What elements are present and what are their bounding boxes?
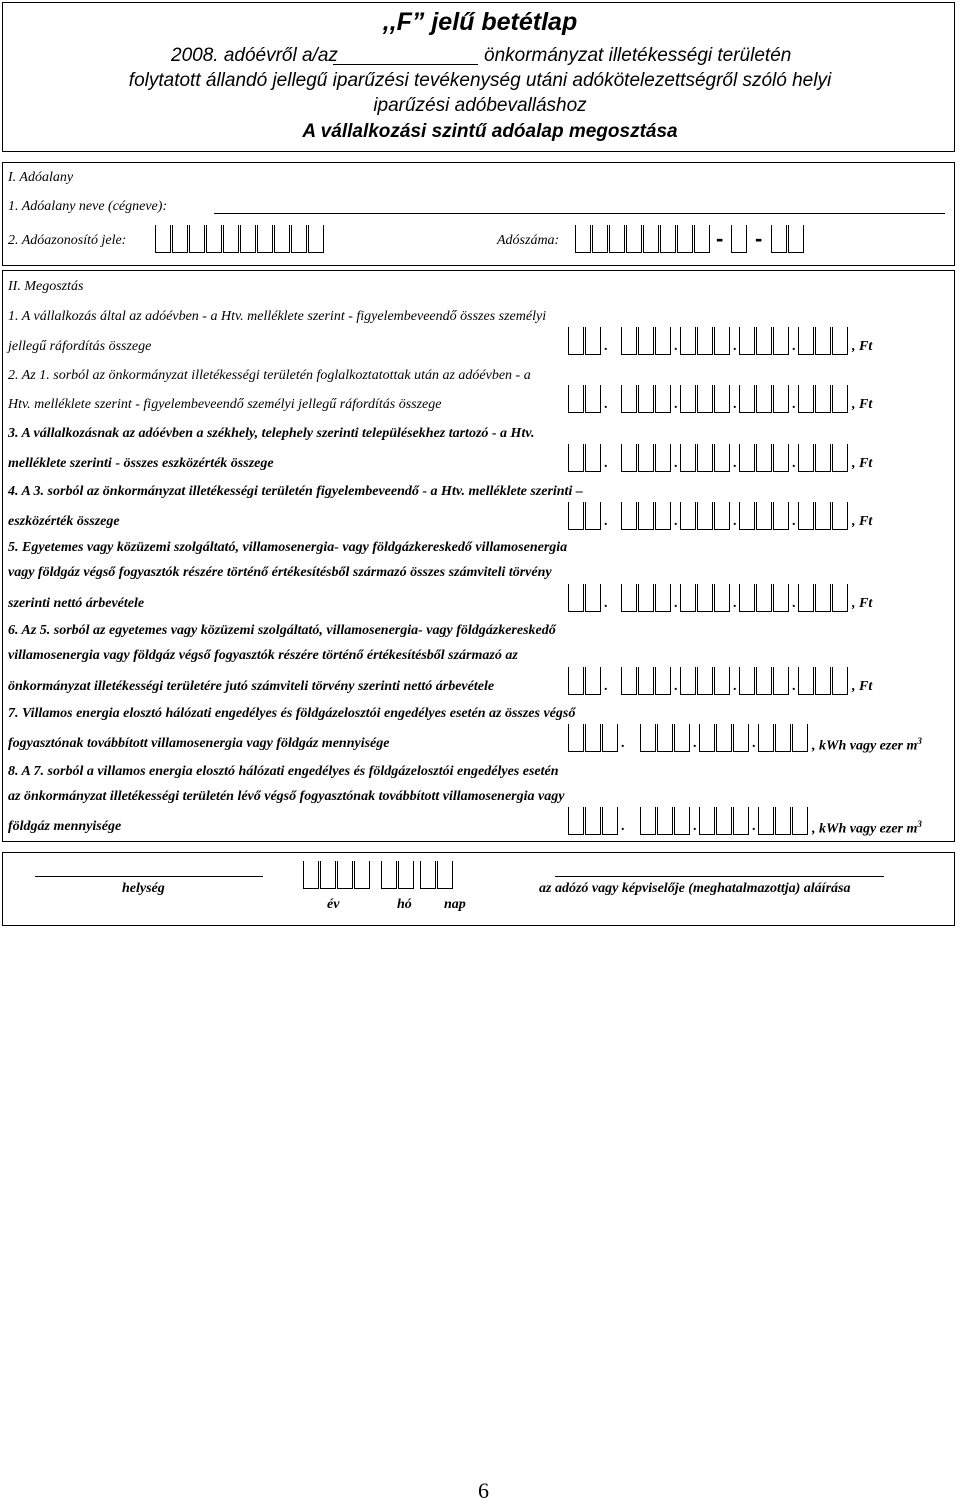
item-3-amount-group[interactable] <box>568 444 602 472</box>
digit-box[interactable] <box>585 327 601 355</box>
item-5-amount-group[interactable] <box>568 584 602 612</box>
digit-box[interactable] <box>680 327 696 355</box>
digit-box[interactable] <box>655 584 671 612</box>
digit-box[interactable] <box>568 807 584 835</box>
digit-box[interactable] <box>643 225 659 253</box>
digit-box[interactable] <box>758 724 774 752</box>
item-5-unit <box>852 596 872 612</box>
digit-box[interactable] <box>773 327 789 355</box>
digit-box[interactable] <box>773 444 789 472</box>
digit-box[interactable] <box>568 444 584 472</box>
digit-box[interactable] <box>773 584 789 612</box>
digit-box[interactable] <box>798 327 814 355</box>
digit-box[interactable] <box>626 225 642 253</box>
thousands-separator: . <box>733 339 737 354</box>
digit-box[interactable] <box>815 385 831 413</box>
unit-text: , kWh vagy ezer m <box>812 821 918 837</box>
thousands-separator: . <box>733 596 737 611</box>
digit-box[interactable] <box>697 385 713 413</box>
taxpayer-name-field[interactable] <box>214 213 945 214</box>
digit-box[interactable] <box>585 724 601 752</box>
digit-box[interactable] <box>697 327 713 355</box>
digit-box[interactable] <box>621 502 637 530</box>
digit-box[interactable] <box>815 444 831 472</box>
digit-box[interactable] <box>775 724 791 752</box>
digit-box[interactable] <box>660 225 676 253</box>
digit-box[interactable] <box>337 861 353 889</box>
day-label: nap <box>444 897 466 912</box>
digit-box[interactable] <box>714 667 730 695</box>
digit-box[interactable] <box>798 667 814 695</box>
digit-box[interactable] <box>621 667 637 695</box>
digit-box[interactable] <box>585 584 601 612</box>
thousands-separator: . <box>674 456 678 471</box>
item-3-unit <box>852 456 872 472</box>
item-1-unit <box>852 339 872 355</box>
thousands-separator: . <box>752 736 756 751</box>
digit-box[interactable] <box>638 584 654 612</box>
digit-box[interactable] <box>680 584 696 612</box>
digit-box[interactable] <box>291 225 307 253</box>
digit-box[interactable] <box>714 444 730 472</box>
taxpayer-name-label: 1. Adóalany neve (cégneve): <box>8 199 168 214</box>
digit-box[interactable] <box>697 667 713 695</box>
item-4-amount-group[interactable] <box>680 502 731 530</box>
thousands-separator: . <box>674 397 678 412</box>
digit-box[interactable] <box>832 667 848 695</box>
item-5-amount-group[interactable] <box>680 584 731 612</box>
item-2-amount-group[interactable] <box>798 385 849 413</box>
thousands-separator: . <box>733 456 737 471</box>
tax-number-label: Adószáma: <box>497 233 560 248</box>
digit-box[interactable] <box>756 327 772 355</box>
unit-text: , Ft <box>852 339 873 354</box>
digit-box[interactable] <box>568 584 584 612</box>
digit-box[interactable] <box>568 667 584 695</box>
item-3-amount-group[interactable] <box>621 444 672 472</box>
digit-box[interactable] <box>756 584 772 612</box>
item-7-label-line-2: fogyasztónak továbbított villamosenergia vagy földgáz mennyisége <box>8 736 390 751</box>
digit-box[interactable] <box>733 724 749 752</box>
digit-box[interactable] <box>758 807 774 835</box>
digit-box[interactable] <box>792 724 808 752</box>
date-day-boxes[interactable] <box>420 861 454 889</box>
thousands-separator: . <box>604 397 608 412</box>
item-7-amount-group[interactable] <box>699 724 750 752</box>
unit-text: , Ft <box>852 679 873 694</box>
item-6-amount-group[interactable] <box>739 667 790 695</box>
digit-box[interactable] <box>815 327 831 355</box>
digit-box[interactable] <box>638 385 654 413</box>
digit-box[interactable] <box>773 385 789 413</box>
tax-id-label: 2. Adóazonosító jele: <box>8 233 127 248</box>
digit-box[interactable] <box>739 385 755 413</box>
item-2-label-line-1: 2. Az 1. sorból az önkormányzat illetékességi területén foglalkoztatottak után az adóévben - a <box>8 368 531 383</box>
digit-box[interactable] <box>815 584 831 612</box>
tax-number-boxes-3[interactable] <box>771 225 805 253</box>
digit-box[interactable] <box>657 724 673 752</box>
digit-box[interactable] <box>832 502 848 530</box>
thousands-separator: . <box>674 514 678 529</box>
digit-box[interactable] <box>602 807 618 835</box>
thousands-separator: . <box>792 339 796 354</box>
thousands-separator: . <box>693 736 697 751</box>
digit-box[interactable] <box>714 327 730 355</box>
item-4-amount-group[interactable] <box>739 502 790 530</box>
place-field[interactable] <box>35 876 263 877</box>
digit-box[interactable] <box>621 327 637 355</box>
digit-box[interactable] <box>773 667 789 695</box>
digit-box[interactable] <box>655 327 671 355</box>
digit-box[interactable] <box>680 667 696 695</box>
item-3-label-line-2: melléklete szerinti - összes eszközérték összege <box>8 456 274 471</box>
item-5-amount-group[interactable] <box>621 584 672 612</box>
digit-box[interactable] <box>621 584 637 612</box>
item-1-amount-group[interactable] <box>568 327 602 355</box>
item-6-label-line-2: villamosenergia vagy földgáz végső fogyasztók részére történő értékesítésből származó az <box>8 648 518 663</box>
digit-box[interactable] <box>756 502 772 530</box>
digit-box[interactable] <box>585 502 601 530</box>
unit-text: , Ft <box>852 456 873 471</box>
digit-box[interactable] <box>240 225 256 253</box>
digit-box[interactable] <box>189 225 205 253</box>
digit-box[interactable] <box>739 667 755 695</box>
digit-box[interactable] <box>714 385 730 413</box>
digit-box[interactable] <box>674 724 690 752</box>
digit-box[interactable] <box>568 502 584 530</box>
digit-box[interactable] <box>575 225 591 253</box>
date-year-boxes[interactable] <box>303 861 371 889</box>
digit-box[interactable] <box>303 861 319 889</box>
digit-box[interactable] <box>640 724 656 752</box>
digit-box[interactable] <box>699 807 715 835</box>
unit-superscript: 3 <box>917 736 922 746</box>
digit-box[interactable] <box>832 385 848 413</box>
digit-box[interactable] <box>568 385 584 413</box>
digit-box[interactable] <box>354 861 370 889</box>
thousands-separator: . <box>792 397 796 412</box>
digit-box[interactable] <box>609 225 625 253</box>
item-6-amount-group[interactable] <box>568 667 602 695</box>
item-7-amount-group[interactable] <box>568 724 619 752</box>
digit-box[interactable] <box>638 667 654 695</box>
thousands-separator: . <box>604 679 608 694</box>
place-label: helység <box>122 881 165 896</box>
thousands-separator: . <box>604 514 608 529</box>
form-title: ,,F” jelű betétlap <box>382 8 578 36</box>
header-line3: iparűzési adóbevalláshoz <box>373 95 587 116</box>
tax-number-dash-1: - <box>716 226 724 251</box>
item-7-amount-group[interactable] <box>640 724 691 752</box>
item-5-amount-group[interactable] <box>739 584 790 612</box>
item-8-label-line-1: 8. A 7. sorból a villamos energia elosztó hálózati engedélyes és földgázelosztói engedélyes esetén <box>8 764 559 779</box>
item-3-amount-group[interactable] <box>680 444 731 472</box>
digit-box[interactable] <box>274 225 290 253</box>
item-6-label-line-3: önkormányzat illetékességi területére jutó számviteli törvény szerinti nettó árbevétele <box>8 679 495 694</box>
item-5-label-line-3: szerinti nettó árbevétele <box>8 596 145 611</box>
tax-number-boxes-2[interactable] <box>731 225 748 253</box>
digit-box[interactable] <box>621 444 637 472</box>
item-2-label-line-2: Htv. melléklete szerint - figyelembeveendő személyi jellegű ráfordítás összege <box>8 397 442 412</box>
tax-id-boxes[interactable] <box>155 225 325 253</box>
digit-box[interactable] <box>602 724 618 752</box>
digit-box[interactable] <box>733 807 749 835</box>
item-3-amount-group[interactable] <box>798 444 849 472</box>
page-number: 6 <box>478 1478 489 1503</box>
thousands-separator: . <box>733 679 737 694</box>
year-label: év <box>327 897 340 912</box>
digit-box[interactable] <box>714 502 730 530</box>
item-1-amount-group[interactable] <box>798 327 849 355</box>
item-8-amount-group[interactable] <box>699 807 750 835</box>
digit-box[interactable] <box>674 807 690 835</box>
digit-box[interactable] <box>381 861 397 889</box>
item-8-label-line-3: földgáz mennyisége <box>8 819 122 834</box>
item-2-unit <box>852 397 872 413</box>
item-8-amount-group[interactable] <box>640 807 691 835</box>
digit-box[interactable] <box>640 807 656 835</box>
digit-box[interactable] <box>437 861 453 889</box>
digit-box[interactable] <box>739 327 755 355</box>
digit-box[interactable] <box>655 667 671 695</box>
thousands-separator: . <box>792 679 796 694</box>
thousands-separator: . <box>733 397 737 412</box>
digit-box[interactable] <box>320 861 336 889</box>
digit-box[interactable] <box>206 225 222 253</box>
digit-box[interactable] <box>585 385 601 413</box>
digit-box[interactable] <box>714 584 730 612</box>
thousands-separator: . <box>792 456 796 471</box>
digit-box[interactable] <box>775 807 791 835</box>
item-7-label-line-1: 7. Villamos energia elosztó hálózati engedélyes és földgázelosztói engedélyes esetén az összes végső <box>8 706 576 721</box>
digit-box[interactable] <box>592 225 608 253</box>
digit-box[interactable] <box>308 225 324 253</box>
thousands-separator: . <box>733 514 737 529</box>
tax-number-dash-2: - <box>755 226 763 251</box>
date-month-boxes[interactable] <box>381 861 415 889</box>
digit-box[interactable] <box>832 327 848 355</box>
thousands-separator: . <box>604 339 608 354</box>
digit-box[interactable] <box>697 444 713 472</box>
digit-box[interactable] <box>585 444 601 472</box>
digit-box[interactable] <box>680 444 696 472</box>
item-6-label-line-1: 6. Az 5. sorból az egyetemes vagy közüzemi szolgáltató, villamosenergia- vagy földgázkereskedő <box>8 623 556 638</box>
item-6-amount-group[interactable] <box>798 667 849 695</box>
header-subtitle: A vállalkozási szintű adóalap megosztása <box>302 121 678 142</box>
section1-heading: I. Adóalany <box>8 170 74 185</box>
digit-box[interactable] <box>257 225 273 253</box>
item-4-label-line-2: eszközérték összege <box>8 514 120 529</box>
item-7-amount-group[interactable] <box>758 724 809 752</box>
thousands-separator: . <box>621 819 625 834</box>
item-3-label-line-1: 3. A vállalkozásnak az adóévben a székhely, telephely szerinti településekhez tartozó - a Htv. <box>8 426 535 441</box>
digit-box[interactable] <box>677 225 693 253</box>
digit-box[interactable] <box>657 807 673 835</box>
item-4-amount-group[interactable] <box>798 502 849 530</box>
header-line2: folytatott állandó jellegű iparűzési tevékenység utáni adókötelezettségről szóló helyi <box>128 70 832 91</box>
digit-box[interactable] <box>568 724 584 752</box>
thousands-separator: . <box>752 819 756 834</box>
digit-box[interactable] <box>716 724 732 752</box>
digit-box[interactable] <box>731 225 747 253</box>
digit-box[interactable] <box>798 584 814 612</box>
digit-box[interactable] <box>155 225 171 253</box>
digit-box[interactable] <box>621 385 637 413</box>
digit-box[interactable] <box>739 444 755 472</box>
digit-box[interactable] <box>694 225 710 253</box>
digit-box[interactable] <box>680 502 696 530</box>
item-4-label-line-1: 4. A 3. sorból az önkormányzat illetékességi területén figyelembeveendő - a Htv. melléklete szerinti – <box>8 484 583 499</box>
digit-box[interactable] <box>568 327 584 355</box>
item-7-unit <box>812 736 922 755</box>
item-8-amount-group[interactable] <box>758 807 809 835</box>
unit-text: , kWh vagy ezer m <box>812 738 918 754</box>
header-line1-suffix: önkormányzat illetékességi területén <box>484 45 792 66</box>
thousands-separator: . <box>604 456 608 471</box>
digit-box[interactable] <box>697 502 713 530</box>
item-2-amount-group[interactable] <box>568 385 602 413</box>
item-1-label-line-1: 1. A vállalkozás által az adóévben - a Htv. melléklete szerint - figyelembeveendő összes személyi <box>8 309 547 324</box>
item-6-amount-group[interactable] <box>680 667 731 695</box>
digit-box[interactable] <box>655 444 671 472</box>
unit-text: , Ft <box>852 397 873 412</box>
digit-box[interactable] <box>798 385 814 413</box>
thousands-separator: . <box>674 339 678 354</box>
thousands-separator: . <box>792 514 796 529</box>
item-2-amount-group[interactable] <box>739 385 790 413</box>
digit-box[interactable] <box>771 225 787 253</box>
item-4-unit <box>852 514 872 530</box>
header-line1-prefix: 2008. adóévről a/az <box>171 45 338 66</box>
unit-text: , Ft <box>852 596 873 611</box>
digit-box[interactable] <box>798 502 814 530</box>
item-8-amount-group[interactable] <box>568 807 619 835</box>
digit-box[interactable] <box>398 861 414 889</box>
thousands-separator: . <box>604 596 608 611</box>
item-6-unit <box>852 679 872 695</box>
item-1-amount-group[interactable] <box>739 327 790 355</box>
digit-box[interactable] <box>815 667 831 695</box>
digit-box[interactable] <box>585 667 601 695</box>
digit-box[interactable] <box>792 807 808 835</box>
digit-box[interactable] <box>638 444 654 472</box>
section2-heading: II. Megosztás <box>8 279 84 294</box>
item-2-amount-group[interactable] <box>621 385 672 413</box>
item-1-amount-group[interactable] <box>621 327 672 355</box>
item-1-amount-group[interactable] <box>680 327 731 355</box>
digit-box[interactable] <box>798 444 814 472</box>
digit-box[interactable] <box>420 861 436 889</box>
digit-box[interactable] <box>638 502 654 530</box>
thousands-separator: . <box>792 596 796 611</box>
unit-superscript: 3 <box>917 819 922 829</box>
digit-box[interactable] <box>680 385 696 413</box>
item-8-label-line-2: az önkormányzat illetékességi területén lévő végső fogyasztónak továbbított villamosenergia vagy <box>8 789 565 804</box>
item-4-amount-group[interactable] <box>621 502 672 530</box>
item-5-amount-group[interactable] <box>798 584 849 612</box>
signature-field[interactable] <box>555 876 884 877</box>
digit-box[interactable] <box>815 502 831 530</box>
digit-box[interactable] <box>756 444 772 472</box>
unit-text: , Ft <box>852 514 873 529</box>
digit-box[interactable] <box>585 807 601 835</box>
digit-box[interactable] <box>756 385 772 413</box>
digit-box[interactable] <box>697 584 713 612</box>
digit-box[interactable] <box>223 225 239 253</box>
digit-box[interactable] <box>773 502 789 530</box>
digit-box[interactable] <box>172 225 188 253</box>
item-2-amount-group[interactable] <box>680 385 731 413</box>
thousands-separator: . <box>674 679 678 694</box>
tax-number-boxes-1[interactable] <box>575 225 711 253</box>
item-1-label-line-2: jellegű ráfordítás összege <box>8 339 152 354</box>
item-4-amount-group[interactable] <box>568 502 602 530</box>
digit-box[interactable] <box>638 327 654 355</box>
item-3-amount-group[interactable] <box>739 444 790 472</box>
digit-box[interactable] <box>832 584 848 612</box>
item-5-label-line-2: vagy földgáz végső fogyasztók részére történő értékesítésből származó összes számviteli törvény <box>8 565 552 580</box>
digit-box[interactable] <box>756 667 772 695</box>
item-6-amount-group[interactable] <box>621 667 672 695</box>
digit-box[interactable] <box>655 385 671 413</box>
month-label: hó <box>397 897 412 912</box>
thousands-separator: . <box>693 819 697 834</box>
thousands-separator: . <box>621 736 625 751</box>
item-8-unit <box>812 819 922 838</box>
digit-box[interactable] <box>739 584 755 612</box>
thousands-separator: . <box>674 596 678 611</box>
item-5-label-line-1: 5. Egyetemes vagy közüzemi szolgáltató, villamosenergia- vagy földgázkereskedő villamosenergia <box>8 540 568 555</box>
digit-box[interactable] <box>699 724 715 752</box>
digit-box[interactable] <box>739 502 755 530</box>
signer-label: az adózó vagy képviselője (meghatalmazottja) aláírása <box>539 881 851 896</box>
digit-box[interactable] <box>716 807 732 835</box>
digit-box[interactable] <box>655 502 671 530</box>
section2-box <box>2 270 955 842</box>
municipality-field[interactable] <box>333 64 478 65</box>
digit-box[interactable] <box>788 225 804 253</box>
digit-box[interactable] <box>832 444 848 472</box>
